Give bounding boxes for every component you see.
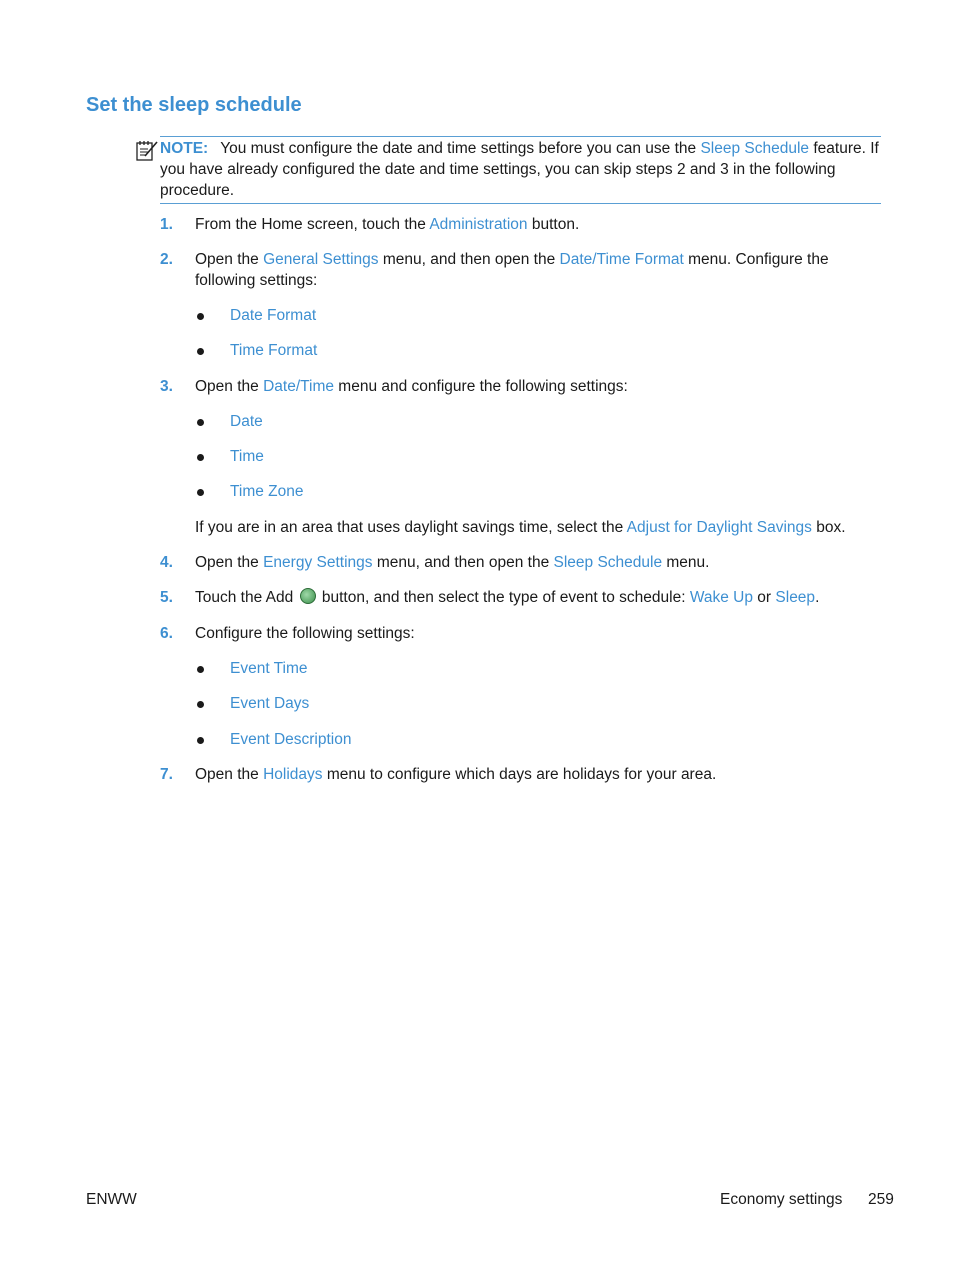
ui-date-time: Date/Time (263, 378, 334, 395)
note-box (160, 136, 881, 204)
ui-date-format: Date Format (230, 307, 317, 324)
bullet-dot (197, 701, 204, 708)
ui-date-time-format: Date/Time Format (559, 251, 684, 268)
step-4-text: Open the Energy Settings menu, and then open the Sleep Schedule menu. (195, 554, 710, 571)
bullet-dot (197, 489, 204, 496)
ui-adjust-daylight-savings: Adjust for Daylight Savings (626, 519, 812, 536)
ui-event-description: Event Description (230, 731, 352, 748)
section-heading: Set the sleep schedule (86, 94, 302, 116)
ui-wake-up: Wake Up (689, 589, 753, 606)
step-number-7: 7. (160, 766, 173, 783)
step-5-text: Touch the Add button, and then select the type of event to schedule: Wake Up or Sleep. (195, 589, 820, 606)
step-number-6: 6. (160, 625, 173, 642)
step-number-3: 3. (160, 378, 173, 395)
ui-event-days: Event Days (230, 695, 310, 712)
ui-date: Date (230, 413, 263, 430)
ui-event-time: Event Time (230, 660, 308, 677)
bullet-dot (197, 737, 204, 744)
note-text: You must configure the date and time settings before you can use the (220, 140, 701, 157)
ui-general-settings: General Settings (263, 251, 379, 268)
ui-sleep-schedule: Sleep Schedule (553, 554, 663, 571)
step-number-5: 5. (160, 589, 173, 606)
step-2-text: Open the General Settings menu, and then open the Date/Time Format menu. Configure the (195, 251, 829, 268)
note-label: NOTE: (160, 140, 209, 157)
ui-time: Time (230, 448, 264, 465)
page-number: 259 (868, 1191, 894, 1208)
ui-time-format: Time Format (230, 342, 318, 359)
note-ui-sleep-schedule: Sleep Schedule (700, 140, 810, 157)
ui-time-zone: Time Zone (230, 483, 304, 500)
bullet-dot (197, 454, 204, 461)
bullet-dot (197, 348, 204, 355)
step-6-text: Configure the following settings: (195, 625, 415, 642)
footer-left: ENWW (86, 1191, 137, 1208)
step-7-text: Open the Holidays menu to configure which days are holidays for your area. (195, 766, 717, 783)
step-number-2: 2. (160, 251, 173, 268)
bullet-dot (197, 666, 204, 673)
add-icon (300, 588, 316, 604)
bullet-dot (197, 419, 204, 426)
step-number-4: 4. (160, 554, 173, 571)
ui-holidays: Holidays (263, 766, 323, 783)
bullet-dot (197, 313, 204, 320)
ui-administration: Administration (429, 216, 528, 233)
note-text-cont: feature. If you have already configured the date and time settings, you can skip steps 2 and 3 in the following procedure. (160, 140, 879, 199)
note-icon (135, 138, 159, 162)
ui-sleep: Sleep (775, 589, 816, 606)
ui-energy-settings: Energy Settings (263, 554, 373, 571)
step-number-1: 1. (160, 216, 173, 233)
step-3-daylight-text: If you are in an area that uses daylight savings time, select the Adjust for Daylight Savings box. (195, 519, 846, 536)
step-1-text: From the Home screen, touch the Administration button. (195, 216, 580, 233)
footer-section: Economy settings (720, 1191, 843, 1208)
step-2-text-line2: following settings: (195, 272, 318, 289)
step-3-text: Open the Date/Time menu and configure the following settings: (195, 378, 628, 395)
